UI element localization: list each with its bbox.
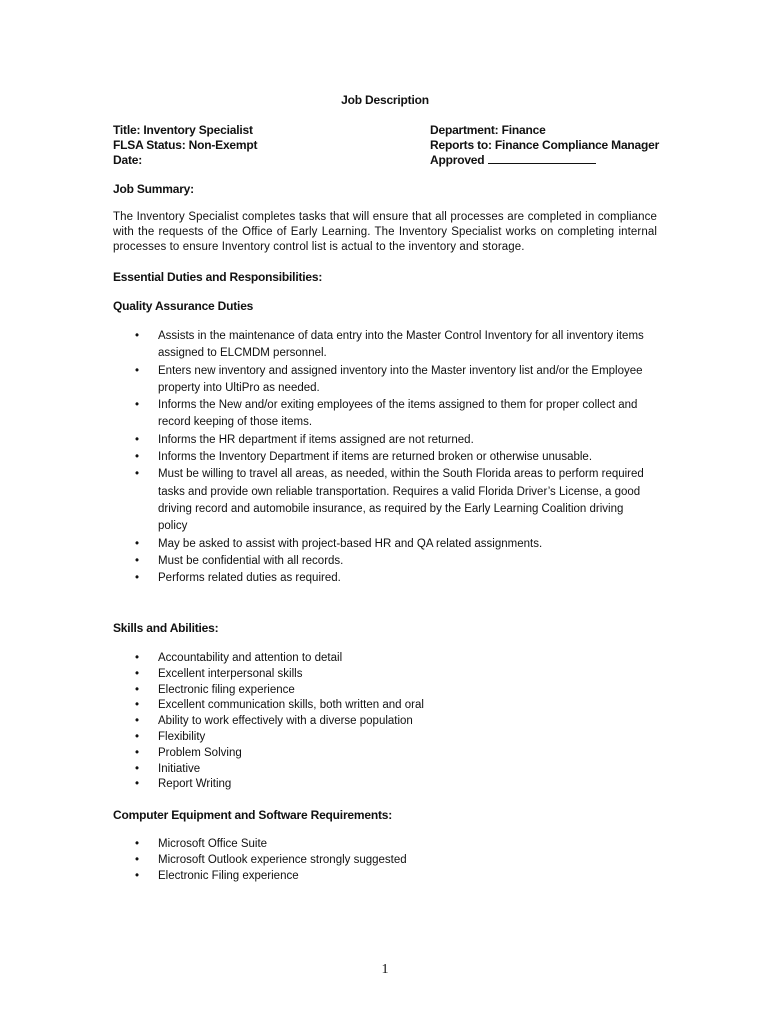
list-item: • Informs the New and/or exiting employees of the items assigned to them for proper collect and record keeping of those items.: [113, 397, 653, 432]
computer-requirements-heading: Computer Equipment and Software Requirements:: [113, 808, 393, 822]
list-item: • Informs the HR department if items assigned are not returned.: [113, 432, 653, 449]
list-item: • Excellent communication skills, both written and oral: [113, 698, 653, 714]
list-item: • Accountability and attention to detail: [113, 651, 653, 667]
job-summary-text: The Inventory Specialist completes tasks that will ensure that all processes are completed in compliance with the requests of the Office of Early Learning. The Inventory Specialist works on completing internal processes to ensure Inventory control list is actual to the inventory and storage.: [113, 211, 657, 253]
flsa-status-field: FLSA Status: Non-Exempt: [113, 138, 258, 152]
list-item: • Ability to work effectively with a diverse population: [113, 714, 653, 730]
page-number: 1: [381, 962, 389, 977]
list-item: • Assists in the maintenance of data entry into the Master Control Inventory for all inventory items assigned to ELCMDM personnel.: [113, 328, 653, 363]
job-summary-heading: Job Summary:: [113, 182, 194, 196]
job-title-field: Title: Inventory Specialist: [113, 123, 253, 137]
department-field: Department: Finance: [430, 123, 546, 137]
list-item: • May be asked to assist with project-based HR and QA related assignments.: [113, 536, 653, 553]
list-item: • Microsoft Office Suite: [113, 837, 653, 853]
skills-heading: Skills and Abilities:: [113, 621, 219, 635]
list-item: • Excellent interpersonal skills: [113, 667, 653, 683]
computer-requirements-list: [113, 837, 653, 884]
meta-left-block: [113, 123, 257, 168]
list-item: • Enters new inventory and assigned inventory into the Master inventory list and/or the Employee property into UltiPro as needed.: [113, 363, 653, 398]
list-item: • Flexibility: [113, 730, 653, 746]
meta-right-block: [430, 123, 659, 168]
list-item: • Microsoft Outlook experience strongly suggested: [113, 853, 653, 869]
list-item: • Electronic Filing experience: [113, 869, 653, 885]
quality-assurance-heading: Quality Assurance Duties: [113, 299, 254, 313]
list-item: • Must be confidential with all records.: [113, 553, 653, 570]
qa-duties-list: [113, 328, 653, 587]
list-item: • Problem Solving: [113, 746, 653, 762]
approved-field: [430, 153, 659, 168]
list-item: • Informs the Inventory Department if items are returned broken or otherwise unusable.: [113, 449, 653, 466]
list-item: • Must be willing to travel all areas, as needed, within the South Florida areas to perform required tasks and provide own reliable transportation. Requires a valid Florida Driver’s License, a good driving record and automobile insurance, as required by the Early Learning Coalition driving policy: [113, 466, 653, 535]
essential-duties-heading: Essential Duties and Responsibilities:: [113, 270, 323, 284]
approved-label: Approved: [430, 153, 485, 167]
skills-list: [113, 651, 653, 793]
approved-signature-line: [488, 153, 596, 164]
list-item: • Initiative: [113, 762, 653, 778]
list-item: • Report Writing: [113, 777, 653, 793]
reports-to-field: Reports to: Finance Compliance Manager: [430, 138, 660, 152]
list-item: • Performs related duties as required.: [113, 570, 653, 587]
document-title: Job Description: [341, 93, 429, 107]
date-field: Date:: [113, 153, 143, 167]
list-item: • Electronic filing experience: [113, 683, 653, 699]
